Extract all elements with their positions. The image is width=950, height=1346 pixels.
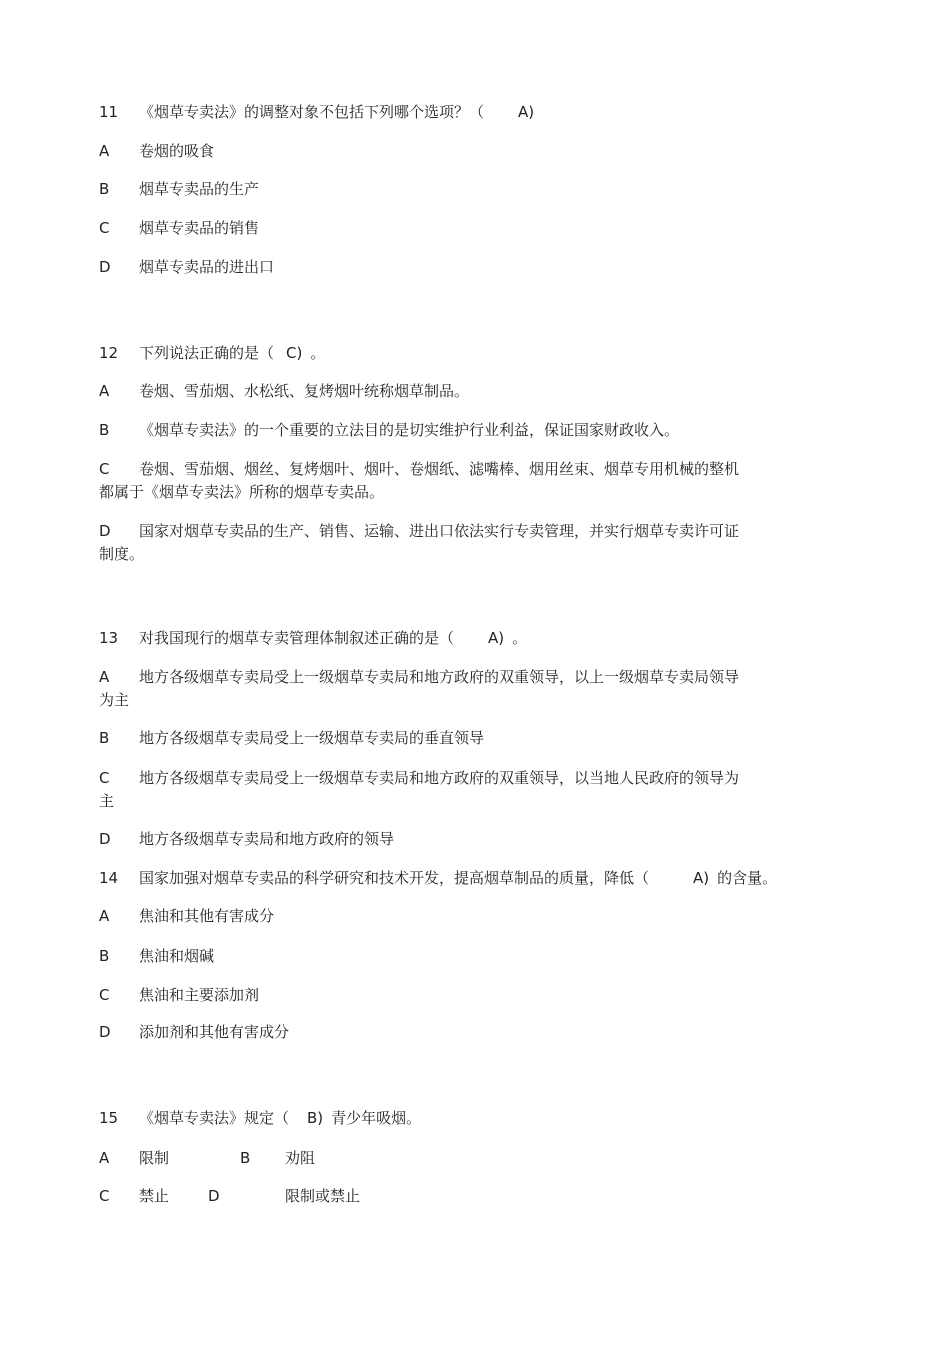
q12-option-d: D 国家对烟草专卖品的生产、销售、运输、进出口依法实行专卖管理，并实行烟草专卖许可证 制度。 — [99, 522, 740, 563]
question-number: 11 — [99, 103, 119, 121]
q12-option-c: C 卷烟、雪茄烟、烟丝、复烤烟叶、烟叶、卷烟纸、滤嘴棒、烟用丝束、烟草专用机械的整机 都属于《烟草专卖法》所称的烟草专卖品。 — [99, 460, 740, 501]
answer: A) — [488, 629, 505, 647]
q15-option-b-text: 劝阻 — [285, 1149, 316, 1167]
q14-option-d: D 添加剂和其他有害成分 — [99, 1023, 290, 1041]
question-text: 国家加强对烟草专卖品的科学研究和技术开发，提高烟草制品的质量，降低（ — [139, 869, 650, 887]
question-text: 下列说法正确的是（ — [139, 344, 275, 362]
answer: C) — [286, 344, 303, 362]
q11-option-b: B 烟草专卖品的生产 — [99, 180, 260, 198]
question-number: 12 — [99, 344, 119, 362]
q14-option-c: C 焦油和主要添加剂 — [99, 986, 260, 1004]
q14-option-a: A 焦油和其他有害成分 — [99, 907, 275, 925]
q15-option-d-label: D — [208, 1187, 220, 1205]
question-12-stem: 12 下列说法正确的是（ C) 。 — [99, 344, 326, 362]
q15-option-d-text: 限制或禁止 — [285, 1187, 361, 1205]
question-number: 15 — [99, 1109, 119, 1127]
q13-option-d: D 地方各级烟草专卖局和地方政府的领导 — [99, 830, 395, 848]
q14-option-b: B 焦油和烟碱 — [99, 947, 215, 965]
q13-option-b: B 地方各级烟草专卖局受上一级烟草专卖局的垂直领导 — [99, 729, 485, 747]
q13-option-a: A 地方各级烟草专卖局受上一级烟草专卖局和地方政府的双重领导，以上一级烟草专卖局领导 为主 — [99, 668, 740, 709]
q13-option-c: C 地方各级烟草专卖局受上一级烟草专卖局和地方政府的双重领导，以当地人民政府的领导为 主 — [99, 769, 740, 810]
question-15-stem: 15 《烟草专卖法》规定（ B) 青少年吸烟。 — [99, 1109, 422, 1127]
question-13-stem: 13 对我国现行的烟草专卖管理体制叙述正确的是（ A) 。 — [99, 629, 528, 647]
q15-option-a-label: A — [99, 1149, 110, 1167]
answer: A) — [518, 103, 535, 121]
answer: A) — [693, 869, 710, 887]
q15-option-c-text: 禁止 — [139, 1187, 170, 1205]
question-14-stem: 14 国家加强对烟草专卖品的科学研究和技术开发，提高烟草制品的质量，降低（ A) 的含量。 — [99, 869, 778, 887]
question-text: 《烟草专卖法》规定（ — [139, 1109, 290, 1127]
q11-option-d: D 烟草专卖品的进出口 — [99, 258, 275, 276]
answer: B) — [307, 1109, 324, 1127]
question-number: 14 — [99, 869, 119, 887]
q12-option-a: A 卷烟、雪茄烟、水松纸、复烤烟叶统称烟草制品。 — [99, 382, 470, 400]
question-text: 《烟草专卖法》的调整对象不包括下列哪个选项？（ — [139, 103, 485, 121]
q11-option-c: C 烟草专卖品的销售 — [99, 219, 260, 237]
question-number: 13 — [99, 629, 119, 647]
q15-option-a-text: 限制 — [139, 1149, 170, 1167]
q15-option-c-label: C — [99, 1187, 110, 1205]
question-11-stem — [99, 102, 534, 122]
q12-option-b: B 《烟草专卖法》的一个重要的立法目的是切实维护行业利益，保证国家财政收入。 — [99, 421, 680, 439]
q11-option-a: A 卷烟的吸食 — [99, 142, 215, 160]
q15-option-b-label: B — [240, 1149, 251, 1167]
question-text: 对我国现行的烟草专卖管理体制叙述正确的是（ — [139, 629, 455, 647]
